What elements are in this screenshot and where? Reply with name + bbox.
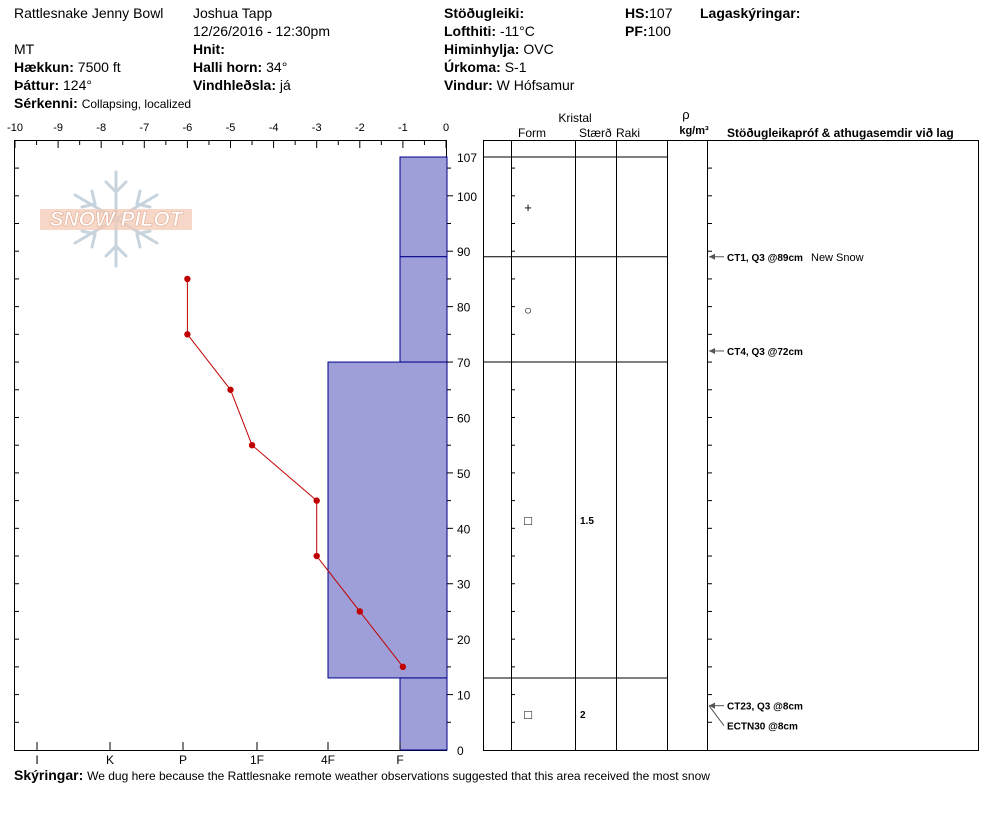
temperature-point: [249, 442, 255, 448]
aspect-label: Þáttur:: [14, 77, 60, 93]
observation-datetime: 12/26/2016 - 12:30pm: [193, 23, 330, 39]
depth-tick-label: 80: [457, 300, 471, 315]
air-temp-value: -11°C: [499, 23, 535, 39]
features-value: Collapsing, localized: [81, 97, 192, 111]
temperature-point: [314, 497, 320, 503]
temperature-axis: [7, 122, 449, 148]
observer-name: Joshua Tapp: [193, 5, 273, 21]
depth-tick-label: 50: [457, 466, 471, 481]
depth-tick-label: 90: [457, 245, 471, 260]
temperature-point: [227, 387, 233, 393]
hardness-tick-label: F: [396, 753, 404, 767]
layer-form-symbol: □: [524, 706, 532, 722]
location-name: Rattlesnake Jenny Bowl: [14, 5, 164, 21]
elevation-value: 7500 ft: [77, 59, 121, 75]
precip-label: Úrkoma:: [444, 59, 501, 75]
depth-tick-label: 40: [457, 522, 471, 537]
layer-grain-size: 2: [580, 709, 586, 721]
hardness-tick-label: K: [105, 753, 115, 767]
hardness-axis: [35, 742, 403, 767]
depth-tick-label: 70: [457, 356, 471, 371]
hardness-layer-bar: [328, 362, 447, 678]
depth-tick-label: 20: [457, 633, 471, 648]
wind-label: Vindur:: [444, 77, 493, 93]
temperature-tick-label: -3: [311, 122, 322, 134]
layer-form-symbol: ○: [524, 302, 532, 318]
wind-loading-label: Vindhleðsla:: [193, 77, 276, 93]
temperature-tick-label: -7: [139, 122, 150, 134]
temperature-point: [400, 664, 406, 670]
air-temp-label: Lofthiti:: [444, 23, 497, 39]
wind-loading-value: já: [279, 77, 291, 93]
state-name: MT: [14, 41, 35, 57]
temperature-tick-label: -10: [7, 122, 23, 134]
moisture-header: Raki: [616, 126, 641, 140]
footer-text: We dug here because the Rattlesnake remote weather observations suggested that this area received the most snow: [87, 769, 710, 783]
hardness-tick-label: 1F: [249, 753, 265, 767]
hardness-layer-bar: [400, 157, 447, 257]
temperature-tick-label: 0: [442, 122, 450, 134]
temperature-tick-label: -4: [268, 122, 279, 134]
test-result-label: ECTN30 @8cm: [727, 721, 798, 733]
temperature-tick-label: -9: [53, 122, 63, 134]
test-arrow-icon: [709, 254, 715, 260]
test-arrow-icon: [709, 703, 715, 709]
hs-value: 107: [649, 5, 673, 21]
depth-tick-label: 10: [457, 688, 471, 703]
test-result-label: CT1, Q3 @89cm: [727, 252, 803, 264]
depth-tick-label: 100: [457, 189, 478, 204]
form-header: Form: [518, 126, 546, 140]
pf-label: PF:: [625, 23, 648, 39]
stability-tests: [709, 252, 864, 733]
test-result-label: CT23, Q3 @8cm: [727, 701, 803, 713]
tests-header: Stöðugleikapróf & athugasemdir við lag: [727, 126, 954, 140]
sky-value: OVC: [523, 41, 554, 57]
hardness-tick-label: 4F: [320, 753, 336, 767]
temperature-tick-label: -1: [398, 122, 408, 134]
density-symbol: ρ: [682, 107, 690, 122]
temperature-tick-label: -5: [225, 122, 236, 134]
footer-label: Skýringar:: [14, 767, 84, 783]
temperature-tick-label: -8: [96, 122, 107, 134]
test-result-label: CT4, Q3 @72cm: [727, 346, 803, 358]
depth-tick-label: 60: [457, 411, 471, 426]
sky-label: Himinhylja:: [444, 41, 520, 57]
crystal-header: Kristal: [558, 111, 592, 125]
depth-tick-label: 0: [457, 744, 464, 758]
coords-label: Hnit:: [193, 41, 225, 57]
precip-value: S-1: [504, 59, 527, 75]
stability-label: Stöðugleiki:: [444, 5, 525, 21]
hardness-tick-label: I: [35, 753, 39, 767]
wind-value: W Hófsamur: [496, 77, 575, 93]
elevation-label: Hækkun:: [14, 59, 74, 75]
logo-text: SNOW PILOT: [49, 208, 183, 231]
hs-label: HS:: [625, 5, 650, 21]
aspect-value: 124°: [63, 77, 92, 93]
temperature-point: [357, 608, 363, 614]
pf-value: 100: [647, 23, 671, 39]
layer-table-frame: [484, 141, 979, 751]
hardness-layer-bar: [400, 678, 447, 750]
hardness-layer-bar: [400, 257, 447, 362]
hardness-layers: [328, 157, 447, 750]
temperature-point: [184, 331, 190, 337]
depth-tick-label: 30: [457, 577, 471, 592]
test-comment: New Snow: [811, 251, 864, 264]
layer-grain-size: 1.5: [580, 516, 594, 528]
temperature-tick-label: -6: [182, 122, 193, 134]
density-unit: kg/m³: [679, 125, 709, 137]
temperature-point: [314, 553, 320, 559]
layer-table-dividers: [512, 140, 708, 751]
footer-notes: [14, 767, 710, 784]
hardness-tick-label: P: [178, 753, 188, 767]
snowpilot-logo: [40, 172, 192, 266]
depth-tick-label: 107: [457, 151, 478, 165]
slope-value: 34°: [266, 59, 288, 75]
test-arrow-icon: [709, 348, 715, 354]
temperature-tick-label: -2: [354, 122, 365, 134]
slope-label: Halli horn:: [193, 59, 263, 75]
layer-form-symbol: +: [524, 199, 532, 215]
features-label: Sérkenni:: [14, 95, 78, 111]
size-header: Stærð: [579, 126, 612, 140]
temperature-point: [184, 276, 190, 282]
layer-form-symbol: □: [524, 513, 532, 529]
layer-notes-label: Lagaskýringar:: [700, 5, 801, 21]
